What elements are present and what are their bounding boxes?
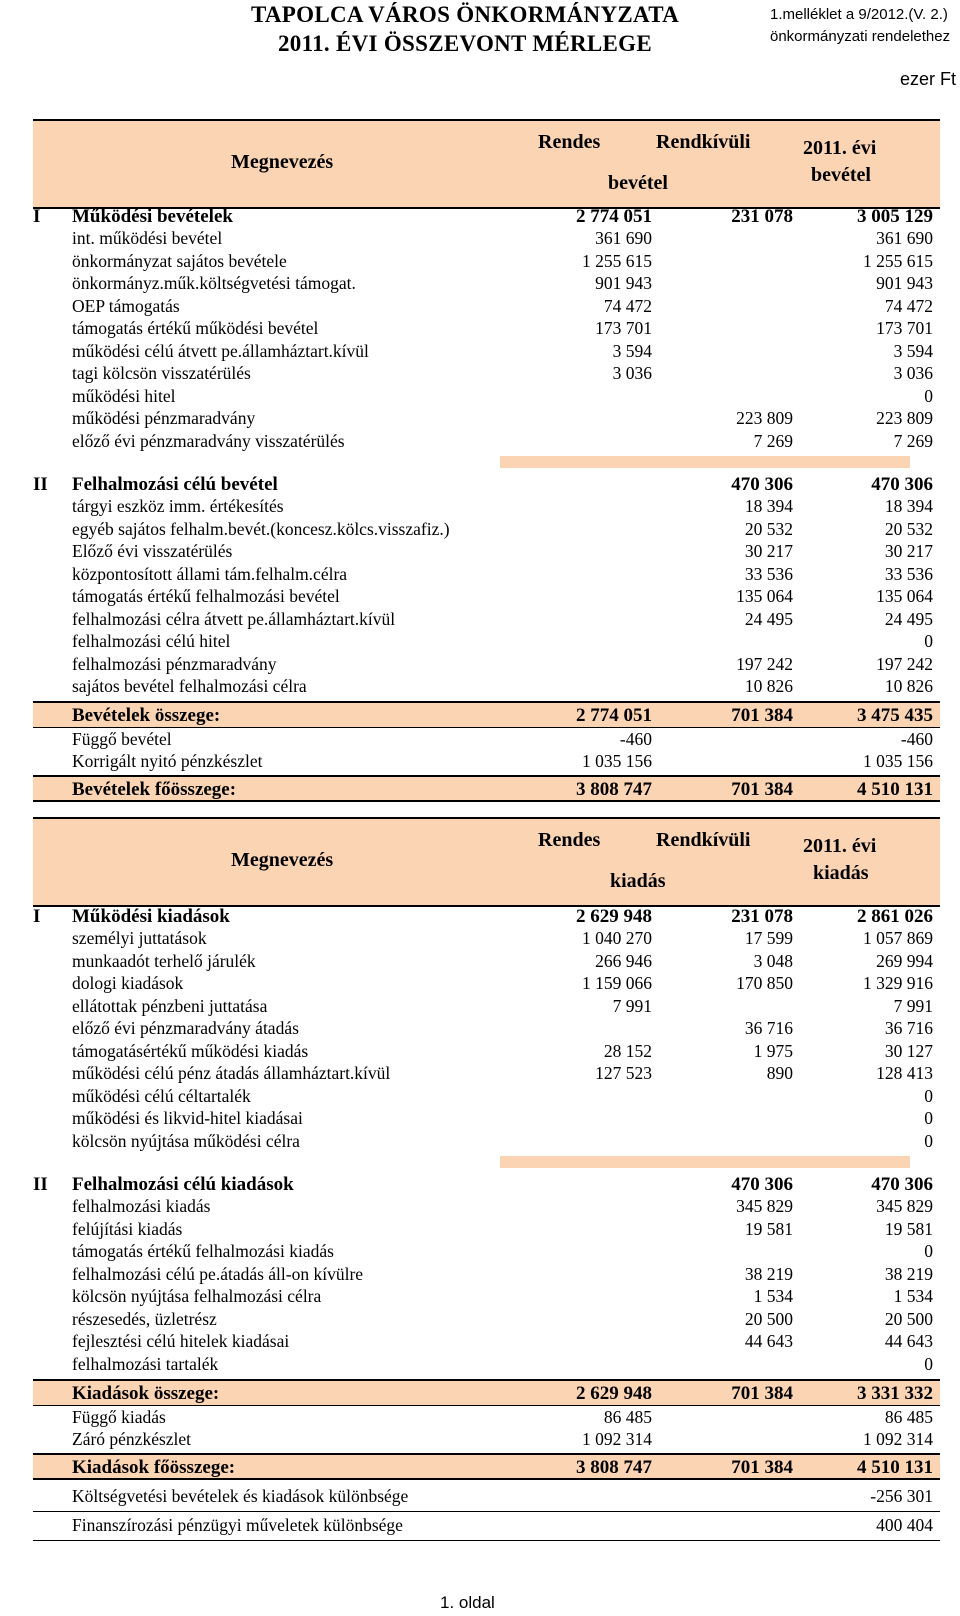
row-value-total: 7 991: [893, 996, 933, 1016]
row-value-rendes: 173 701: [595, 318, 652, 338]
row-value-rendkivuli: 20 532: [744, 519, 793, 539]
row-value-total: 44 643: [884, 1331, 933, 1351]
header-sub: bevétel: [608, 172, 668, 194]
row-label: előző évi pénzmaradvány átadás: [72, 1018, 299, 1038]
income-row: [72, 250, 940, 273]
rule: [33, 1511, 940, 1512]
row-value-rendkivuli: 44 643: [744, 1331, 793, 1351]
expense-row: [72, 927, 940, 950]
row-value-total: 0: [924, 386, 933, 406]
income-row: [72, 750, 940, 773]
currency-unit: ezer Ft: [900, 69, 957, 89]
row-value-rendkivuli: 1 975: [753, 1041, 793, 1061]
row-value-total: 1 534: [893, 1286, 933, 1306]
row-value-rendes: 1 159 066: [582, 973, 652, 993]
row-value-total: 197 242: [876, 654, 933, 674]
row-label: személyi juttatások: [72, 928, 207, 948]
income-row: [72, 630, 940, 653]
header-rendkivuli: Rendkívüli: [656, 131, 751, 153]
row-label: támogatás értékű felhalmozási bevétel: [72, 586, 340, 606]
income-row: [72, 295, 940, 318]
row-value-rendkivuli: 24 495: [744, 609, 793, 629]
header-rendes: Rendes: [538, 131, 601, 153]
row-label: Működési bevételek: [72, 206, 233, 227]
row-label: Költségvetési bevételek és kiadások különbsége: [72, 1486, 409, 1506]
row-value-total: 901 943: [876, 273, 933, 293]
income-row: [72, 653, 940, 676]
header-total-line1: 2011. évi: [803, 137, 877, 159]
row-label: önkormányzat sajátos bevétele: [72, 251, 287, 271]
row-value-total: 1 255 615: [863, 251, 933, 271]
row-value-total: 3 331 332: [857, 1383, 933, 1404]
income-row: [72, 518, 940, 541]
row-label: felhalmozási kiadás: [72, 1196, 211, 1216]
row-label: Kiadások főösszege:: [72, 1457, 236, 1478]
expense-row: [72, 1040, 940, 1063]
row-value-rendkivuli: 701 384: [731, 779, 793, 800]
row-value-rendes: 1 040 270: [582, 928, 652, 948]
row-value-rendes: 361 690: [595, 228, 652, 248]
income-row: [72, 407, 940, 430]
expense-row: [72, 1285, 940, 1308]
row-label: működési és likvid-hitel kiadásai: [72, 1108, 303, 1128]
row-value-rendes: 2 629 948: [576, 906, 652, 927]
row-value-total: 3 475 435: [857, 705, 933, 726]
income-row: [72, 227, 940, 250]
header-sub: kiadás: [610, 870, 666, 892]
row-value-total: 10 826: [884, 676, 933, 696]
row-value-total: 173 701: [876, 318, 933, 338]
row-label: sajátos bevétel felhalmozási célra: [72, 676, 307, 696]
expense-row: [72, 1428, 940, 1451]
row-value-total: 361 690: [876, 228, 933, 248]
row-section-number: I: [33, 906, 41, 927]
row-value-rendes: 7 991: [612, 996, 652, 1016]
row-value-rendes: 28 152: [603, 1041, 652, 1061]
row-value-total: 3 036: [893, 363, 933, 383]
row-value-rendkivuli: 18 394: [744, 496, 793, 516]
row-label: részesedés, üzletrész: [72, 1309, 217, 1329]
row-label: támogatás értékű felhalmozási kiadás: [72, 1241, 334, 1261]
annex-note-line1: 1.melléklet a 9/2012.(V. 2.): [770, 6, 948, 23]
row-label: felhalmozási célú hitel: [72, 631, 231, 651]
expense-row: [72, 1017, 940, 1040]
expense-row: [72, 950, 940, 973]
header-name: Megnevezés: [231, 151, 334, 173]
income-row: [72, 272, 940, 295]
row-label: Függő kiadás: [72, 1407, 166, 1427]
row-value-rendes: 3 036: [612, 363, 652, 383]
income-row: [72, 608, 940, 631]
row-value-total: 86 485: [884, 1407, 933, 1427]
row-value-total: 470 306: [871, 474, 933, 495]
row-value-total: 128 413: [876, 1063, 933, 1083]
header-total-line2: kiadás: [813, 862, 869, 884]
row-label: tagi kölcsön visszatérülés: [72, 363, 251, 383]
expense-row: [72, 1382, 940, 1405]
row-value-rendes: 901 943: [595, 273, 652, 293]
row-label: egyéb sajátos felhalm.bevét.(koncesz.kölcs.visszafiz.): [72, 519, 450, 539]
expense-row: [72, 1062, 940, 1085]
row-label: ellátottak pénzbeni juttatása: [72, 996, 268, 1016]
expense-row: [72, 1218, 940, 1241]
row-value-rendkivuli: 470 306: [731, 474, 793, 495]
row-label: Felhalmozási célú kiadások: [72, 1174, 294, 1195]
header-name: Megnevezés: [231, 849, 334, 871]
row-section-number: II: [33, 1174, 48, 1195]
income-row: [33, 205, 940, 228]
row-label: dologi kiadások: [72, 973, 184, 993]
income-table-header: [33, 119, 940, 209]
row-value-total: 0: [924, 1086, 933, 1106]
expense-table-header: [33, 817, 940, 907]
row-label: felhalmozási célra átvett pe.államháztart.kívül: [72, 609, 396, 629]
row-label: Záró pénzkészlet: [72, 1429, 192, 1449]
row-value-rendkivuli: 7 269: [753, 431, 793, 451]
row-value-rendkivuli: 197 242: [736, 654, 793, 674]
row-value-total: 0: [924, 1108, 933, 1128]
row-value-rendkivuli: 223 809: [736, 408, 793, 428]
income-row: [72, 317, 940, 340]
rule: [33, 1540, 940, 1541]
row-label: fejlesztési célú hitelek kiadásai: [72, 1331, 290, 1351]
header-total-line1: 2011. évi: [803, 835, 877, 857]
expense-row: [72, 1353, 940, 1376]
row-label: működési célú átvett pe.államháztart.kívül: [72, 341, 369, 361]
row-value-rendes: 1 255 615: [582, 251, 652, 271]
row-value-rendkivuli: 17 599: [744, 928, 793, 948]
header-total-line2: bevétel: [811, 164, 871, 186]
row-value-total: -256 301: [870, 1486, 933, 1506]
row-value-total: 269 994: [876, 951, 933, 971]
row-label: Korrigált nyitó pénzkészlet: [72, 751, 263, 771]
row-value-rendkivuli: 701 384: [731, 705, 793, 726]
row-label: Bevételek összege:: [72, 705, 221, 726]
income-row: [33, 473, 940, 496]
row-value-rendes: 3 808 747: [576, 1457, 652, 1478]
page-number: 1. oldal: [440, 1593, 495, 1612]
separator-band: [500, 1156, 910, 1168]
difference-row: [72, 1485, 940, 1508]
expense-row: [72, 972, 940, 995]
row-value-rendes: 2 774 051: [576, 206, 652, 227]
document-title-line1: TAPOLCA VÁROS ÖNKORMÁNYZATA: [250, 2, 680, 27]
row-label: Függő bevétel: [72, 729, 172, 749]
income-row: [72, 430, 940, 453]
row-label: Előző évi visszatérülés: [72, 541, 233, 561]
row-value-total: 20 532: [884, 519, 933, 539]
row-value-total: 2 861 026: [857, 906, 933, 927]
income-row: [72, 728, 940, 751]
income-row: [72, 340, 940, 363]
income-row: [72, 385, 940, 408]
row-value-rendes: 1 035 156: [582, 751, 652, 771]
expense-row: [72, 1456, 940, 1479]
row-value-rendes: 127 523: [595, 1063, 652, 1083]
row-value-rendkivuli: 36 716: [744, 1018, 793, 1038]
row-value-rendkivuli: 1 534: [753, 1286, 793, 1306]
row-value-total: 30 127: [884, 1041, 933, 1061]
expense-row: [72, 1406, 940, 1429]
expense-row: [72, 1085, 940, 1108]
row-label: Finanszírozási pénzügyi műveletek különbsége: [72, 1515, 403, 1535]
annex-note-line2: önkormányzati rendelethez: [770, 28, 951, 45]
row-value-rendes: 74 472: [603, 296, 652, 316]
row-value-rendkivuli: 135 064: [736, 586, 793, 606]
row-value-rendkivuli: 20 500: [744, 1309, 793, 1329]
row-value-rendkivuli: 470 306: [731, 1174, 793, 1195]
row-value-rendkivuli: 231 078: [731, 206, 793, 227]
row-value-total: -460: [900, 729, 933, 749]
row-label: működési hitel: [72, 386, 176, 406]
row-label: int. működési bevétel: [72, 228, 223, 248]
row-value-rendes: 3 808 747: [576, 779, 652, 800]
row-value-total: 1 057 869: [863, 928, 933, 948]
row-label: OEP támogatás: [72, 296, 180, 316]
row-label: központosított állami tám.felhalm.célra: [72, 564, 348, 584]
row-value-total: 135 064: [876, 586, 933, 606]
expense-row: [72, 1240, 940, 1263]
income-row: [72, 704, 940, 727]
expense-row: [33, 1173, 940, 1196]
row-value-rendes: 3 594: [612, 341, 652, 361]
expense-row: [72, 1195, 940, 1218]
income-row: [72, 675, 940, 698]
row-value-total: 38 219: [884, 1264, 933, 1284]
row-value-rendkivuli: 170 850: [736, 973, 793, 993]
income-row: [72, 585, 940, 608]
row-value-total: 19 581: [884, 1219, 933, 1239]
row-label: támogatásértékű működési kiadás: [72, 1041, 309, 1061]
row-label: Kiadások összege:: [72, 1383, 220, 1404]
row-value-rendkivuli: 345 829: [736, 1196, 793, 1216]
row-label: támogatás értékű működési bevétel: [72, 318, 319, 338]
row-label: kölcsön nyújtása működési célra: [72, 1131, 300, 1151]
income-row: [72, 495, 940, 518]
row-value-total: 4 510 131: [857, 779, 933, 800]
income-row: [72, 563, 940, 586]
row-value-total: 36 716: [884, 1018, 933, 1038]
row-value-rendes: 86 485: [603, 1407, 652, 1427]
row-value-total: 345 829: [876, 1196, 933, 1216]
row-value-rendes: 2 629 948: [576, 1383, 652, 1404]
row-value-total: 1 035 156: [863, 751, 933, 771]
row-label: Felhalmozási célú bevétel: [72, 474, 278, 495]
row-value-total: 7 269: [893, 431, 933, 451]
row-value-rendkivuli: 33 536: [744, 564, 793, 584]
row-value-total: 3 005 129: [857, 206, 933, 227]
row-label: működési célú pénz átadás államháztart.kívül: [72, 1063, 391, 1083]
row-value-total: 1 092 314: [863, 1429, 933, 1449]
row-value-rendkivuli: 701 384: [731, 1457, 793, 1478]
row-label: működési célú céltartalék: [72, 1086, 251, 1106]
row-value-total: 400 404: [876, 1515, 933, 1535]
document-title-line2: 2011. ÉVI ÖSSZEVONT MÉRLEGE: [277, 31, 653, 56]
row-value-total: 0: [924, 1354, 933, 1374]
row-value-rendkivuli: 231 078: [731, 906, 793, 927]
row-label: előző évi pénzmaradvány visszatérülés: [72, 431, 345, 451]
income-row: [72, 540, 940, 563]
row-value-total: 0: [924, 1241, 933, 1261]
expense-row: [72, 1308, 940, 1331]
row-label: önkormányz.műk.költségvetési támogat.: [72, 273, 356, 293]
row-value-total: 1 329 916: [863, 973, 933, 993]
row-label: Működési kiadások: [72, 906, 230, 927]
row-label: Bevételek főösszege:: [72, 779, 237, 800]
row-section-number: II: [33, 474, 48, 495]
row-value-total: 3 594: [893, 341, 933, 361]
expense-row: [72, 1130, 940, 1153]
row-value-rendkivuli: 38 219: [744, 1264, 793, 1284]
row-value-rendes: 2 774 051: [576, 705, 652, 726]
row-label: tárgyi eszköz imm. értékesítés: [72, 496, 284, 516]
row-label: kölcsön nyújtása felhalmozási célra: [72, 1286, 322, 1306]
expense-row: [72, 995, 940, 1018]
separator-band: [500, 456, 910, 468]
row-value-total: 18 394: [884, 496, 933, 516]
row-value-rendkivuli: 701 384: [731, 1383, 793, 1404]
row-value-total: 470 306: [871, 1174, 933, 1195]
expense-row: [33, 905, 940, 928]
row-label: felújítási kiadás: [72, 1219, 183, 1239]
row-label: működési pénzmaradvány: [72, 408, 256, 428]
row-value-total: 24 495: [884, 609, 933, 629]
row-value-rendes: 266 946: [595, 951, 652, 971]
row-value-total: 30 217: [884, 541, 933, 561]
row-value-total: 20 500: [884, 1309, 933, 1329]
row-value-total: 4 510 131: [857, 1457, 933, 1478]
expense-row: [72, 1330, 940, 1353]
row-label: felhalmozási tartalék: [72, 1354, 219, 1374]
row-value-total: 223 809: [876, 408, 933, 428]
row-value-total: 0: [924, 631, 933, 651]
income-row: [72, 778, 940, 801]
row-label: felhalmozási pénzmaradvány: [72, 654, 277, 674]
row-value-total: 33 536: [884, 564, 933, 584]
row-value-total: 0: [924, 1131, 933, 1151]
income-row: [72, 362, 940, 385]
expense-row: [72, 1263, 940, 1286]
row-label: felhalmozási célú pe.átadás áll-on kívülre: [72, 1264, 364, 1284]
header-rendkivuli: Rendkívüli: [656, 829, 751, 851]
row-value-rendkivuli: 19 581: [744, 1219, 793, 1239]
row-value-rendkivuli: 3 048: [753, 951, 793, 971]
row-value-total: 74 472: [884, 296, 933, 316]
header-rendes: Rendes: [538, 829, 601, 851]
row-value-rendes: -460: [619, 729, 652, 749]
difference-row: [72, 1514, 940, 1537]
row-value-rendkivuli: 890: [766, 1063, 793, 1083]
row-label: munkaadót terhelő járulék: [72, 951, 256, 971]
row-value-rendes: 1 092 314: [582, 1429, 652, 1449]
row-value-rendkivuli: 10 826: [744, 676, 793, 696]
expense-row: [72, 1107, 940, 1130]
row-section-number: I: [33, 206, 41, 227]
row-value-rendkivuli: 30 217: [744, 541, 793, 561]
